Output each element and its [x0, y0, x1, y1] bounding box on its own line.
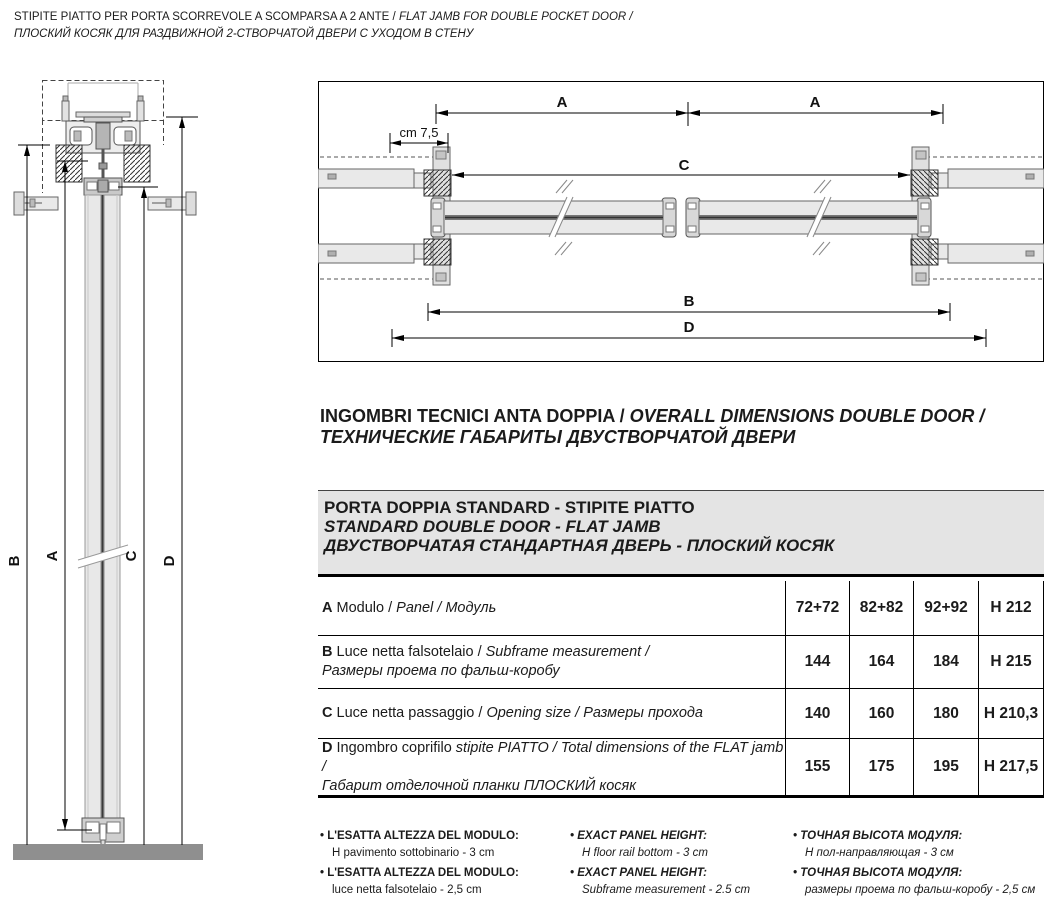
footnotes-russian — [793, 830, 1053, 901]
footnotes-italian — [320, 830, 560, 901]
bullet-icon: • — [320, 867, 325, 879]
document-title-line1 — [14, 9, 734, 26]
table-cell: 184 — [913, 635, 978, 688]
table-header-english: STANDARD DOUBLE DOOR - FLAT JAMB — [324, 517, 661, 536]
table-cell: 144 — [785, 635, 849, 688]
dim-label-c: C — [123, 550, 140, 562]
footnotes-english — [570, 830, 785, 901]
table-cell: H 215 — [978, 635, 1043, 688]
plan-dimension-a — [436, 102, 943, 126]
section-heading-line1 — [320, 406, 1040, 427]
footnote-item: • EXACT PANEL HEIGHT: Subframe measurement - 2.5 cm — [570, 867, 751, 896]
door-panel — [84, 178, 122, 830]
heading-english: OVERALL DIMENSIONS DOUBLE DOOR / — [629, 406, 985, 426]
bullet-icon: • — [793, 867, 798, 879]
table-header-panel — [318, 490, 1044, 577]
table-row-label-b: B Luce netta falsotelaio / Subframe measurement / Размеры проема по фальш-коробу — [318, 635, 785, 688]
wall-arm-left — [14, 192, 58, 215]
table-cell: H 210,3 — [978, 688, 1043, 738]
dim-label-b: B — [6, 555, 23, 567]
plan-dim-label-cm: cm 7,5 — [399, 125, 439, 140]
table-cell: 82+82 — [849, 581, 913, 635]
section-heading — [320, 406, 1040, 447]
bullet-icon: • — [570, 830, 575, 842]
dim-label-d: D — [161, 555, 178, 567]
hatched-jamb-left — [56, 145, 82, 182]
table-cell: 160 — [849, 688, 913, 738]
footnote-item: • ТОЧНАЯ ВЫСОТА МОДУЛЯ: Н пол-направляющая - 3 см — [793, 830, 963, 859]
heading-russian: ТЕХНИЧЕСКИЕ ГАБАРИТЫ ДВУСТВОРЧАТОЙ ДВЕРИ — [320, 426, 796, 447]
table-cell: H 217,5 — [978, 738, 1043, 795]
dim-label-a: A — [44, 550, 61, 562]
wall-arm-right — [148, 192, 196, 215]
plan-border — [319, 82, 1044, 362]
bullet-icon: • — [570, 867, 575, 879]
table-cell: 180 — [913, 688, 978, 738]
table-cell: 155 — [785, 738, 849, 795]
table-cell: 195 — [913, 738, 978, 795]
heading-italian: INGOMBRI TECNICI ANTA DOPPIA / — [320, 406, 630, 426]
table-cell: H 212 — [978, 581, 1043, 635]
document-title — [14, 9, 734, 43]
plan-dim-label-a-right: A — [809, 94, 821, 111]
dimension-b — [18, 145, 50, 845]
footnote-item: • EXACT PANEL HEIGHT: H floor rail bottom - 3 cm — [570, 830, 708, 859]
plan-door-panel-right — [686, 198, 931, 237]
plan-dim-label-d: D — [683, 319, 695, 336]
table-cell: 140 — [785, 688, 849, 738]
dimensions-table — [318, 581, 1044, 798]
footnote-item: • L'ESATTA ALTEZZA DEL MODULO: luce netta falsotelaio - 2,5 cm — [320, 867, 519, 896]
title-italian: STIPITE PIATTO PER PORTA SCORREVOLE A SCOMPARSA A 2 ANTE / — [14, 11, 399, 23]
bullet-icon: • — [320, 830, 325, 842]
plan-dim-label-c: C — [678, 157, 690, 174]
hatched-jamb-right — [124, 145, 150, 182]
title-russian: ПЛОСКИЙ КОСЯК ДЛЯ РАЗДВИЖНОЙ 2-СТВОРЧАТОЙ ДВЕРИ С УХОДОМ В СТЕНУ — [14, 28, 474, 40]
section-drawing — [0, 75, 210, 865]
plan-dim-label-b: B — [683, 293, 695, 310]
table-cell: 92+92 — [913, 581, 978, 635]
footnote-item: • ТОЧНАЯ ВЫСОТА МОДУЛЯ: размеры проема по фальш-коробу - 2,5 см — [793, 867, 1036, 896]
bullet-icon: • — [793, 830, 798, 842]
title-english: FLAT JAMB FOR DOUBLE POCKET DOOR / — [398, 11, 633, 23]
table-row-label-c: C Luce netta passaggio / Opening size / Размеры прохода — [318, 688, 785, 738]
plan-dim-label-a-left: A — [556, 94, 568, 111]
table-cell: 164 — [849, 635, 913, 688]
table-row-label-a: A Modulo / Panel / Модуль — [322, 599, 497, 616]
dimension-c — [118, 187, 158, 845]
table-cell: 72+72 — [785, 581, 849, 635]
table-cell: 175 — [849, 738, 913, 795]
plan-drawing — [318, 81, 1044, 362]
table-header-italian: PORTA DOPPIA STANDARD - STIPITE PIATTO — [324, 498, 695, 517]
footnote-item: • L'ESATTA ALTEZZA DEL MODULO: H pavimento sottobinario - 3 cm — [320, 830, 519, 859]
table-header-russian: ДВУСТВОРЧАТАЯ СТАНДАРТНАЯ ДВЕРЬ - ПЛОСКИЙ КОСЯК — [324, 536, 835, 555]
dimension-d — [166, 117, 198, 845]
floor-bar — [13, 844, 203, 860]
table-row-label-d: D Ingombro coprifilo stipite PIATTO / Total dimensions of the FLAT jamb / Габарит отделочной планки ПЛОСКИЙ косяк — [318, 738, 785, 795]
